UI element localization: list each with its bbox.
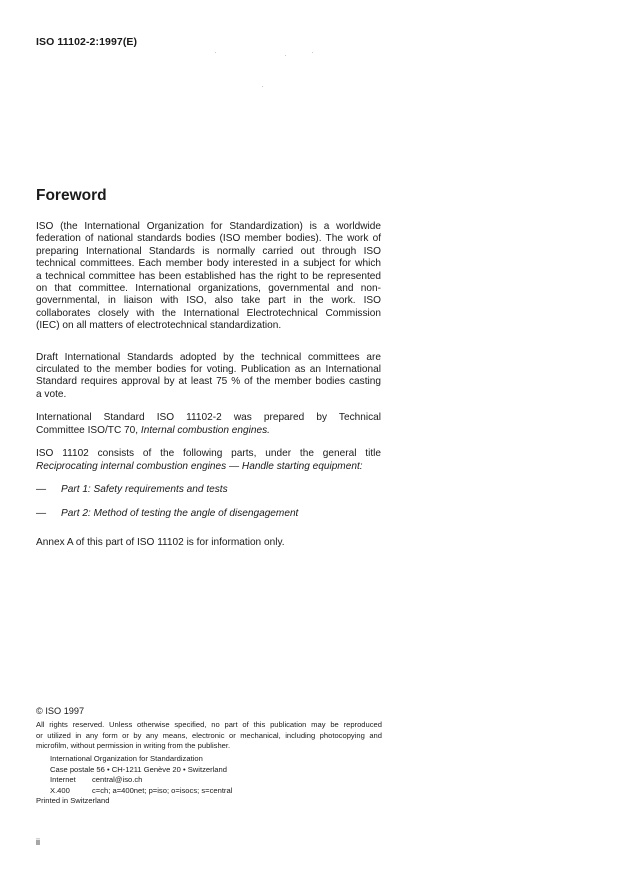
copyright-notice: © ISO 1997 — [36, 706, 85, 716]
text-line: ISO 11102 consists of the following parts, under the general title — [36, 448, 381, 460]
postal-address: Case postale 56 • CH-1211 Genève 20 • Switzerland — [50, 764, 227, 774]
committee-ref: Committee ISO/TC 70, — [36, 424, 139, 436]
text-line: Draft International Standards adopted by the technical committees are — [36, 351, 381, 363]
text-line: a vote. — [36, 388, 67, 400]
list-item-part-2 — [36, 508, 381, 520]
text-line: All rights reserved. Unless otherwise specified, no part of this publication may be reproduced — [36, 720, 382, 729]
text-line: microfilm, without permission in writing from the publisher. — [36, 741, 231, 751]
dash-bullet: — — [36, 508, 47, 520]
internet-value: central@iso.ch — [92, 775, 143, 785]
text-line: technical committees. Each member body interested in a subject for which — [36, 258, 381, 270]
publisher-address — [50, 754, 232, 796]
x400-value: c=ch; a=400net; p=iso; o=isocs; s=central — [92, 785, 233, 795]
x400-row — [50, 786, 232, 797]
rights-statement — [36, 720, 382, 752]
text-line: International Standard ISO 11102-2 was prepared by Technical — [36, 412, 381, 424]
foreword-body — [36, 221, 381, 549]
text-line: Standard requires approval by at least 75 % of the member bodies casting — [36, 376, 381, 388]
x400-label: X.400 — [50, 785, 70, 795]
text-line: governmental, in liaison with ISO, also take part in the work. ISO — [36, 295, 381, 307]
text-line: collaborates closely with the International Electrotechnical Commission — [36, 307, 381, 319]
text-line — [36, 461, 381, 473]
scan-speck — [312, 52, 313, 53]
annex-note: Annex A of this part of ISO 11102 is for information only. — [36, 536, 285, 548]
internet-label: Internet — [50, 775, 76, 785]
printed-in: Printed in Switzerland — [36, 796, 110, 805]
part-label: Part 2: Method of testing the angle of disengagement — [61, 508, 299, 520]
document-id-header: ISO 11102-2:1997(E) — [36, 36, 138, 48]
internet-row — [50, 775, 232, 786]
page-number: ii — [36, 837, 40, 847]
text-line: preparing International Standards is normally carried out through ISO — [36, 245, 381, 257]
page-title: Foreword — [36, 187, 107, 204]
scan-speck — [285, 55, 286, 56]
paragraph-iso-description — [36, 221, 381, 333]
org-name: International Organization for Standardization — [50, 754, 203, 763]
scan-speck — [215, 52, 216, 53]
text-line: (IEC) on all matters of electrotechnical standardization. — [36, 320, 282, 332]
general-title: Reciprocating internal combustion engines — Handle starting equipment: — [36, 460, 363, 472]
text-line — [36, 425, 381, 437]
text-line: or utilized in any form or by any means, electronic or mechanical, including photocopying and — [36, 730, 382, 740]
text-line: ISO (the International Organization for Standardization) is a worldwide — [36, 221, 381, 232]
part-label: Part 1: Safety requirements and tests — [61, 483, 228, 495]
text-line: a technical committee has been established has the right to be represented — [36, 270, 381, 282]
paragraph-voting — [36, 352, 381, 402]
text-line: federation of national standards bodies (ISO member bodies). The work of — [36, 233, 381, 245]
scan-speck — [262, 86, 263, 87]
text-line: on that committee. International organizations, governmental and non- — [36, 283, 381, 295]
paragraph-parts-intro — [36, 448, 381, 473]
dash-bullet: — — [36, 483, 47, 495]
list-item-part-1 — [36, 484, 381, 496]
paragraph-prepared-by — [36, 412, 381, 437]
committee-name: Internal combustion engines. — [140, 424, 270, 436]
text-line: circulated to the member bodies for voting. Publication as an International — [36, 364, 381, 376]
